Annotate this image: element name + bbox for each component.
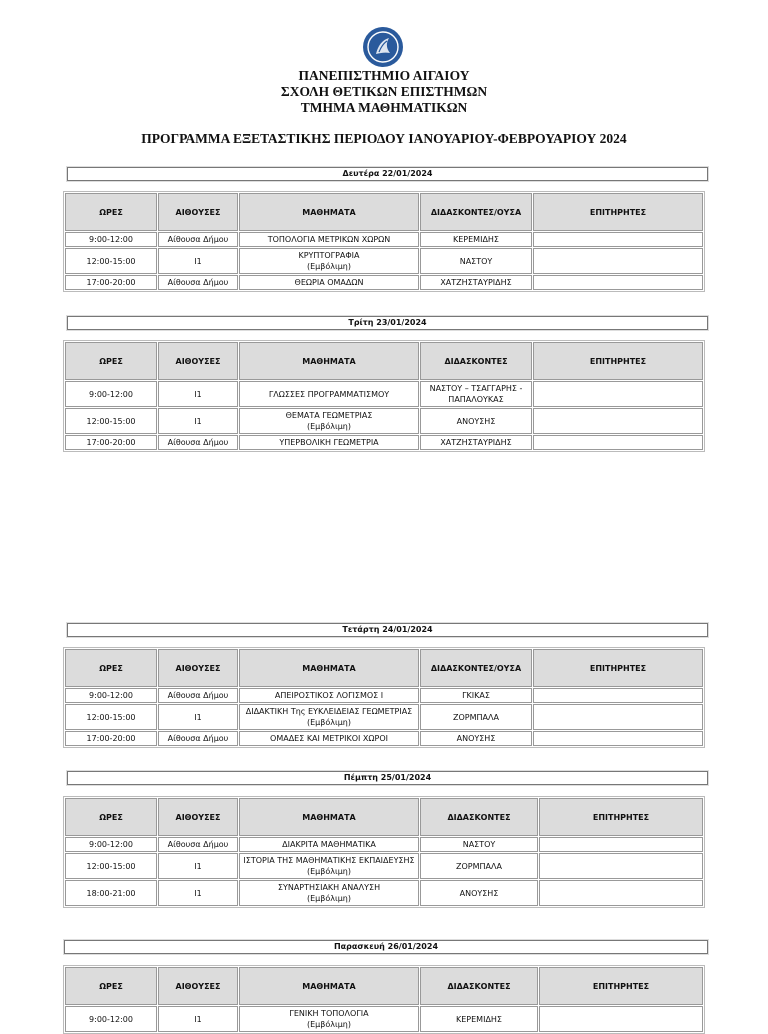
time-cell: 9:00-12:00 <box>65 1006 157 1032</box>
supervisors-cell <box>533 248 703 274</box>
course-note: (Εμβόλιμη) <box>307 894 351 903</box>
col-header-hours: ΩΡΕΣ <box>65 193 157 231</box>
supervisors-cell <box>533 435 703 450</box>
day-title: Πέμπτη 25/01/2024 <box>67 771 708 785</box>
col-header-rooms: ΑΙΘΟΥΣΕΣ <box>158 798 238 836</box>
course-cell: ΓΛΩΣΣΕΣ ΠΡΟΓΡΑΜΜΑΤΙΣΜΟΥ <box>239 381 419 407</box>
table-row <box>65 232 703 247</box>
room-cell: Ι1 <box>158 880 238 906</box>
day-title: Δευτέρα 22/01/2024 <box>67 167 708 181</box>
table-row <box>65 853 703 879</box>
course-cell: ΟΜΑΔΕΣ ΚΑΙ ΜΕΤΡΙΚΟΙ ΧΩΡΟΙ <box>239 731 419 746</box>
program-title: ΠΡΟΓΡΑΜΜΑ ΕΞΕΤΑΣΤΙΚΗΣ ΠΕΡΙΟΔΟΥ ΙΑΝΟΥΑΡΙΟΥ-ΦΕΒΡΟΥΑΡΙΟΥ 2024 <box>141 131 627 146</box>
table-row <box>65 704 703 730</box>
col-header-teachers: ΔΙΔΑΣΚΟΝΤΕΣ <box>420 798 538 836</box>
supervisors-cell <box>533 688 703 703</box>
supervisors-cell <box>539 853 703 879</box>
table-row <box>65 248 703 274</box>
col-header-rooms: ΑΙΘΟΥΣΕΣ <box>158 342 238 380</box>
room-cell: Ι1 <box>158 408 238 434</box>
time-cell: 12:00-15:00 <box>65 704 157 730</box>
course-name: ΘΕΜΑΤΑ ΓΕΩΜΕΤΡΙΑΣ <box>285 411 373 420</box>
course-cell <box>239 853 419 879</box>
time-cell: 9:00-12:00 <box>65 381 157 407</box>
course-note: (Εμβόλιμη) <box>307 422 351 431</box>
course-cell: ΑΠΕΙΡΟΣΤΙΚΟΣ ΛΟΓΙΣΜΟΣ Ι <box>239 688 419 703</box>
course-cell <box>239 408 419 434</box>
teacher-cell: ΝΑΣΤΟΥ <box>420 248 532 274</box>
teacher-cell: ΓΚΙΚΑΣ <box>420 688 532 703</box>
time-cell: 12:00-15:00 <box>65 408 157 434</box>
teacher-cell: ΑΝΟΥΣΗΣ <box>420 731 532 746</box>
day-title: Τετάρτη 24/01/2024 <box>67 623 708 637</box>
table-row <box>65 408 703 434</box>
room-cell: Ι1 <box>158 1006 238 1032</box>
table-row <box>65 731 703 746</box>
course-note: (Εμβόλιμη) <box>307 262 351 271</box>
room-cell: Αίθουσα Δήμου <box>158 731 238 746</box>
col-header-rooms: ΑΙΘΟΥΣΕΣ <box>158 193 238 231</box>
table-row <box>65 381 703 407</box>
col-header-teachers: ΔΙΔΑΣΚΟΝΤΕΣ <box>420 342 532 380</box>
university-name: ΠΑΝΕΠΙΣΤΗΜΙΟ ΑΙΓΑΙΟΥ <box>298 68 470 83</box>
time-cell: 12:00-15:00 <box>65 248 157 274</box>
exam-table-tuesday <box>63 340 705 452</box>
course-cell: ΘΕΩΡΙΑ ΟΜΑΔΩΝ <box>239 275 419 290</box>
day-title: Τρίτη 23/01/2024 <box>67 316 708 330</box>
col-header-hours: ΩΡΕΣ <box>65 798 157 836</box>
teacher-cell: ΖΟΡΜΠΑΛΑ <box>420 853 538 879</box>
course-cell: ΤΟΠΟΛΟΓΙΑ ΜΕΤΡΙΚΩΝ ΧΩΡΩΝ <box>239 232 419 247</box>
teacher-cell: ΝΑΣΤΟΥ <box>420 837 538 852</box>
course-cell <box>239 880 419 906</box>
col-header-courses: ΜΑΘΗΜΑΤΑ <box>239 798 419 836</box>
teacher-cell: ΝΑΣΤΟΥ – ΤΣΑΓΓΑΡΗΣ - ΠΑΠΑΛΟΥΚΑΣ <box>420 381 532 407</box>
col-header-teachers: ΔΙΔΑΣΚΟΝΤΕΣ/ΟΥΣΑ <box>420 193 532 231</box>
time-cell: 9:00-12:00 <box>65 837 157 852</box>
course-cell: ΔΙΑΚΡΙΤΑ ΜΑΘΗΜΑΤΙΚΑ <box>239 837 419 852</box>
course-note: (Εμβόλιμη) <box>307 718 351 727</box>
col-header-courses: ΜΑΘΗΜΑΤΑ <box>239 193 419 231</box>
table-row <box>65 880 703 906</box>
col-header-supervisors: ΕΠΙΤΗΡΗΤΕΣ <box>539 798 703 836</box>
table-row <box>65 837 703 852</box>
department-name: ΤΜΗΜΑ ΜΑΘΗΜΑΤΙΚΩΝ <box>300 100 468 115</box>
exam-table-monday <box>63 191 705 292</box>
col-header-hours: ΩΡΕΣ <box>65 967 157 1005</box>
course-cell <box>239 248 419 274</box>
supervisors-cell <box>533 704 703 730</box>
col-header-supervisors: ΕΠΙΤΗΡΗΤΕΣ <box>539 967 703 1005</box>
day-title: Παρασκευή 26/01/2024 <box>64 940 708 954</box>
room-cell: Αίθουσα Δήμου <box>158 837 238 852</box>
col-header-teachers: ΔΙΔΑΣΚΟΝΤΕΣ/ΟΥΣΑ <box>420 649 532 687</box>
col-header-hours: ΩΡΕΣ <box>65 649 157 687</box>
time-cell: 17:00-20:00 <box>65 435 157 450</box>
table-row <box>65 688 703 703</box>
course-name: ΣΥΝΑΡΤΗΣΙΑΚΗ ΑΝΑΛΥΣΗ <box>277 883 381 892</box>
time-cell: 17:00-20:00 <box>65 275 157 290</box>
col-header-courses: ΜΑΘΗΜΑΤΑ <box>239 967 419 1005</box>
table-row <box>65 435 703 450</box>
teacher-cell: ΑΝΟΥΣΗΣ <box>420 880 538 906</box>
exam-table-wednesday <box>63 647 705 748</box>
table-row <box>65 275 703 290</box>
supervisors-cell <box>533 381 703 407</box>
time-cell: 17:00-20:00 <box>65 731 157 746</box>
col-header-rooms: ΑΙΘΟΥΣΕΣ <box>158 649 238 687</box>
table-row <box>65 1006 703 1032</box>
col-header-courses: ΜΑΘΗΜΑΤΑ <box>239 342 419 380</box>
school-name: ΣΧΟΛΗ ΘΕΤΙΚΩΝ ΕΠΙΣΤΗΜΩΝ <box>280 84 488 99</box>
room-cell: Ι1 <box>158 381 238 407</box>
course-cell <box>239 704 419 730</box>
col-header-supervisors: ΕΠΙΤΗΡΗΤΕΣ <box>533 342 703 380</box>
room-cell: Ι1 <box>158 704 238 730</box>
course-cell: ΥΠΕΡΒΟΛΙΚΗ ΓΕΩΜΕΤΡΙΑ <box>239 435 419 450</box>
course-name: ΓΕΝΙΚΗ ΤΟΠΟΛΟΓΙΑ <box>289 1009 369 1018</box>
time-cell: 12:00-15:00 <box>65 853 157 879</box>
supervisors-cell <box>533 275 703 290</box>
university-seal-icon <box>362 26 404 68</box>
room-cell: Αίθουσα Δήμου <box>158 275 238 290</box>
teacher-cell: ΚΕΡΕΜΙΔΗΣ <box>420 232 532 247</box>
course-name: ΚΡΥΠΤΟΓΡΑΦΙΑ <box>298 251 360 260</box>
supervisors-cell <box>539 837 703 852</box>
time-cell: 18:00-21:00 <box>65 880 157 906</box>
room-cell: Αίθουσα Δήμου <box>158 435 238 450</box>
col-header-hours: ΩΡΕΣ <box>65 342 157 380</box>
col-header-supervisors: ΕΠΙΤΗΡΗΤΕΣ <box>533 649 703 687</box>
supervisors-cell <box>533 232 703 247</box>
course-name: ΙΣΤΟΡΙΑ ΤΗΣ ΜΑΘΗΜΑΤΙΚΗΣ ΕΚΠΑΙΔΕΥΣΗΣ <box>243 856 415 865</box>
supervisors-cell <box>539 1006 703 1032</box>
teacher-cell: ΧΑΤΖΗΣΤΑΥΡΙΔΗΣ <box>420 435 532 450</box>
col-header-rooms: ΑΙΘΟΥΣΕΣ <box>158 967 238 1005</box>
col-header-teachers: ΔΙΔΑΣΚΟΝΤΕΣ <box>420 967 538 1005</box>
teacher-cell: ΧΑΤΖΗΣΤΑΥΡΙΔΗΣ <box>420 275 532 290</box>
room-cell: Ι1 <box>158 248 238 274</box>
col-header-supervisors: ΕΠΙΤΗΡΗΤΕΣ <box>533 193 703 231</box>
supervisors-cell <box>539 880 703 906</box>
room-cell: Ι1 <box>158 853 238 879</box>
exam-table-thursday <box>63 796 705 908</box>
col-header-courses: ΜΑΘΗΜΑΤΑ <box>239 649 419 687</box>
course-cell <box>239 1006 419 1032</box>
supervisors-cell <box>533 731 703 746</box>
course-name: ΔΙΔΑΚΤΙΚΗ Της ΕΥΚΛΕΙΔΕΙΑΣ ΓΕΩΜΕΤΡΙΑΣ <box>245 707 413 716</box>
room-cell: Αίθουσα Δήμου <box>158 232 238 247</box>
course-note: (Εμβόλιμη) <box>307 867 351 876</box>
supervisors-cell <box>533 408 703 434</box>
teacher-cell: ΖΟΡΜΠΑΛΑ <box>420 704 532 730</box>
time-cell: 9:00-12:00 <box>65 232 157 247</box>
course-note: (Εμβόλιμη) <box>307 1020 351 1029</box>
time-cell: 9:00-12:00 <box>65 688 157 703</box>
room-cell: Αίθουσα Δήμου <box>158 688 238 703</box>
teacher-cell: ΑΝΟΥΣΗΣ <box>420 408 532 434</box>
teacher-cell: ΚΕΡΕΜΙΔΗΣ <box>420 1006 538 1032</box>
